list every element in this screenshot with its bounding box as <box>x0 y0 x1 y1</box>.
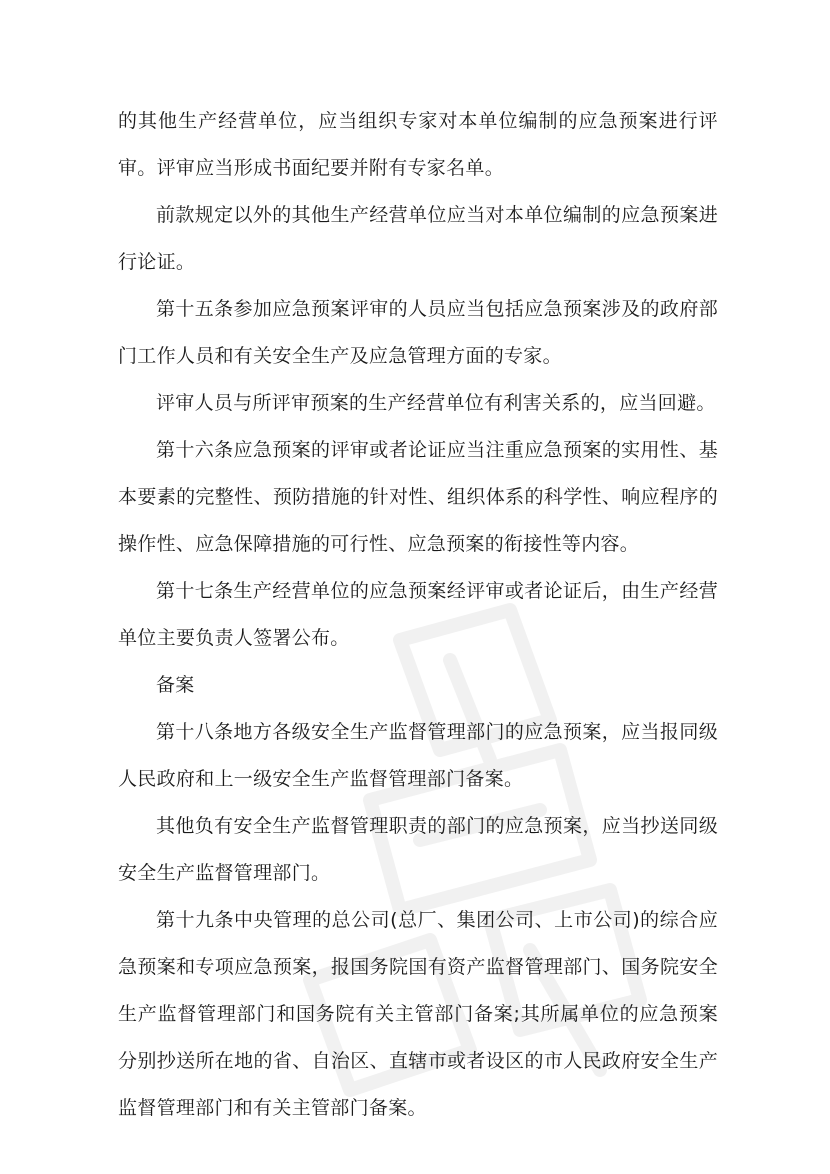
paragraph: 其他负有安全生产监督管理职责的部门的应急预案，应当抄送同级安全生产监督管理部门。 <box>118 815 718 884</box>
section-heading: 备案 <box>156 674 195 696</box>
paragraph: 评审人员与所评审预案的生产经营单位有利害关系的，应当回避。 <box>156 392 716 414</box>
paragraph: 第十八条地方各级安全生产监督管理部门的应急预案，应当报同级人民政府和上一级安全生产监督管理部门备案。 <box>118 721 718 790</box>
paragraph: 第十九条中央管理的总公司(总厂、集团公司、上市公司)的综合应急预案和专项应急预案，报国务院国有资产监督管理部门、国务院安全生产监督管理部门和国务院有关主管部门备案;其所属单位的应急预案分别抄送所在地的省、自治区、直辖市或者设区的市人民政府安全生产监督管理部门和有关主管部门备案。 <box>118 909 718 1119</box>
paragraph: 第十五条参加应急预案评审的人员应当包括应急预案涉及的政府部门工作人员和有关安全生产及应急管理方面的专家。 <box>118 298 718 367</box>
paragraph: 的其他生产经营单位，应当组织专家对本单位编制的应急预案进行评审。评审应当形成书面纪要并附有专家名单。 <box>118 110 718 179</box>
paragraph: 第十六条应急预案的评审或者论证应当注重应急预案的实用性、基本要素的完整性、预防措施的针对性、组织体系的科学性、响应程序的操作性、应急保障措施的可行性、应急预案的衔接性等内容。 <box>118 439 718 555</box>
document-body <box>118 98 718 1132</box>
paragraph: 前款规定以外的其他生产经营单位应当对本单位编制的应急预案进行论证。 <box>118 204 718 273</box>
paragraph: 第十七条生产经营单位的应急预案经评审或者论证后，由生产经营单位主要负责人签署公布。 <box>118 580 718 649</box>
